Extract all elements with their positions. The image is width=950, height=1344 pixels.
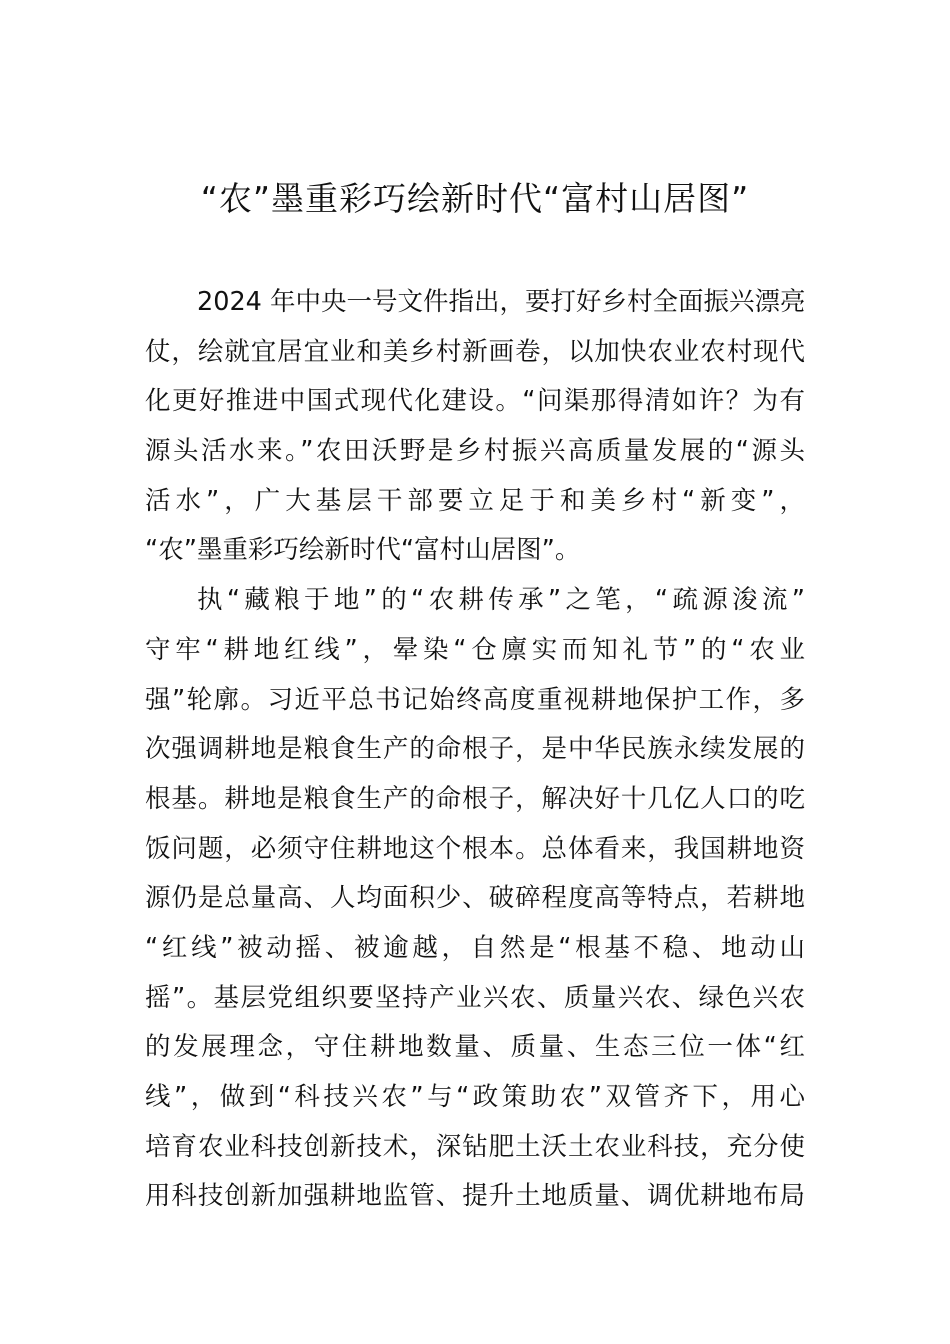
paragraph-line: “农”墨重彩巧绘新时代“富村山居图”。: [145, 535, 581, 566]
paragraph-line: 源仍是总量高、人均面积少、破碎程度高等特点，若耕地: [145, 883, 805, 914]
paragraph-line: 的发展理念，守住耕地数量、质量、生态三位一体“红: [145, 1032, 805, 1063]
paragraph-line: 化更好推进中国式现代化建设。“问渠那得清如许？为有: [145, 386, 805, 417]
paragraph-line: 次强调耕地是粮食生产的命根子，是中华民族永续发展的: [145, 734, 805, 765]
paragraph-line: 守牢“耕地红线”，晕染“仓廪实而知礼节”的“农业: [145, 634, 805, 665]
paragraph-line: 摇”。基层党组织要坚持产业兴农、质量兴农、绿色兴农: [145, 982, 805, 1013]
paragraph-line: 根基。耕地是粮食生产的命根子，解决好十几亿人口的吃: [145, 783, 805, 814]
paragraph-line: “红线”被动摇、被逾越，自然是“根基不稳、地动山: [145, 932, 805, 963]
paragraph-line: 强”轮廓。习近平总书记始终高度重视耕地保护工作，多: [145, 684, 805, 715]
document-body: [145, 278, 805, 1222]
paragraph-line: 饭问题，必须守住耕地这个根本。总体看来，我国耕地资: [145, 833, 805, 864]
paragraph-line: 用科技创新加强耕地监管、提升土地质量、调优耕地布局: [145, 1181, 805, 1212]
paragraph-line: 源头活水来。”农田沃野是乡村振兴高质量发展的“源头: [145, 436, 805, 467]
document-title: “农”墨重彩巧绘新时代“富村山居图”: [200, 179, 750, 218]
paragraph-line: 活水”，广大基层干部要立足于和美乡村“新变”，: [145, 485, 805, 516]
paragraph-line: 执“藏粮于地”的“农耕传承”之笔，“疏源浚流”: [197, 585, 805, 616]
paragraph-line: 培育农业科技创新技术，深钻肥土沃土农业科技，充分使: [145, 1131, 805, 1162]
paragraph-line: 仗，绘就宜居宜业和美乡村新画卷，以加快农业农村现代: [145, 336, 805, 367]
paragraph-line: 线”，做到“科技兴农”与“政策助农”双管齐下，用心: [145, 1082, 805, 1112]
paragraph-line: 2024 年中央一号文件指出，要打好乡村全面振兴漂亮: [197, 287, 806, 317]
paragraph-2: [145, 576, 805, 1222]
paragraph-1: [145, 278, 805, 576]
